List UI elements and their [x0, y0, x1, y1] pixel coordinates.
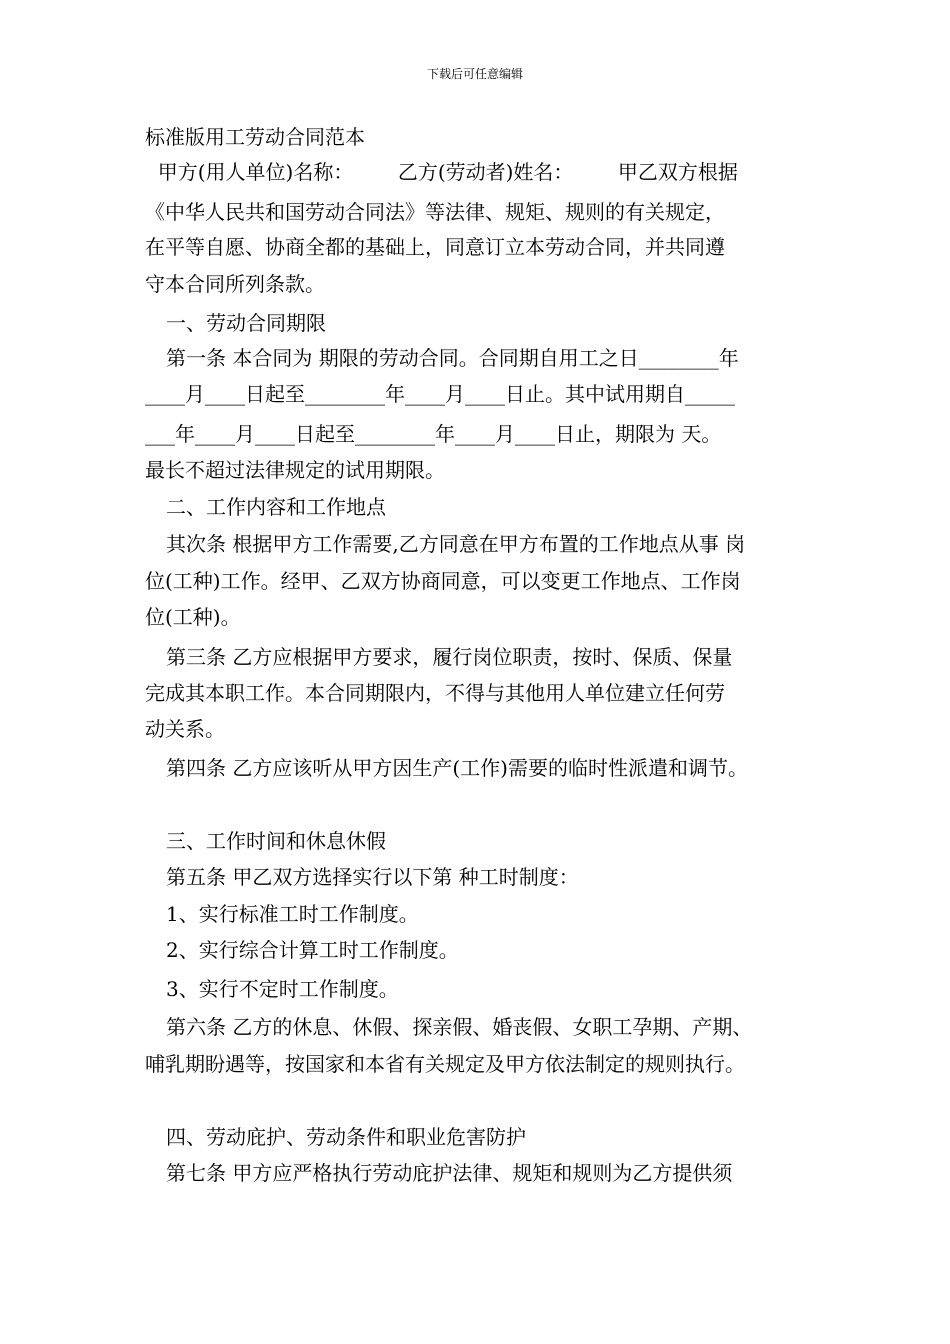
- paragraph-line: 完成其本职工作。本合同期限内，不得与其他用人单位建立任何劳: [145, 681, 725, 705]
- paragraph-line: 第六条 乙方的休息、休假、探亲假、婚丧假、女职工孕期、产期、: [166, 1015, 753, 1039]
- paragraph-line: 位(工种)工作。经甲、乙双方协商同意，可以变更工作地点、工作岗: [145, 569, 741, 593]
- page-header: 下载后可任意编辑: [426, 67, 523, 81]
- paragraph-line: 第三条 乙方应根据甲方要求，履行岗位职责，按时、保质、保量: [166, 645, 733, 669]
- paragraph-line: ___年____月____日起至________年____月____日止，期限为 天。: [145, 422, 722, 446]
- paragraph-line: 在平等自愿、协商全都的基础上，同意订立本劳动合同，并共同遵: [145, 235, 725, 259]
- paragraph-line: ____月____日起至________年____月____日止。其中试用期自_____: [145, 382, 735, 406]
- list-item: 3、实行不定时工作制度。: [166, 977, 399, 1001]
- paragraph-line: 第七条 甲方应严格执行劳动庇护法律、规矩和规则为乙方提供须: [166, 1161, 733, 1185]
- paragraph-line: 守本合同所列条款。: [145, 272, 325, 296]
- section-heading: 三、工作时间和休息休假: [166, 829, 386, 853]
- section-heading: 二、工作内容和工作地点: [166, 495, 386, 519]
- paragraph-line: 哺乳期盼遇等，按国家和本省有关规定及甲方依法制定的规则执行。: [145, 1052, 745, 1076]
- document-title: 标准版用工劳动合同范本: [145, 125, 365, 149]
- paragraph-line: 最长不超过法律规定的试用期限。: [145, 458, 445, 482]
- paragraph-line: 位(工种)。: [145, 605, 241, 629]
- paragraph-line: 动关系。: [145, 717, 225, 741]
- section-heading: 一、劳动合同期限: [166, 311, 326, 335]
- paragraph-line: 其次条 根据甲方工作需要,乙方同意在甲方布置的工作地点从事 岗: [166, 532, 746, 556]
- paragraph-line: 第一条 本合同为 期限的劳动合同。合同期自用工之日________年: [166, 346, 739, 370]
- paragraph-line: 甲方(用人单位)名称： 乙方(劳动者)姓名： 甲乙双方根据: [145, 160, 738, 184]
- paragraph-line: 第四条 乙方应该听从甲方因生产(工作)需要的临时性派遣和调节。: [166, 756, 748, 780]
- paragraph-line: 第五条 甲乙双方选择实行以下第 种工时制度：: [166, 865, 579, 889]
- list-item: 2、实行综合计算工时工作制度。: [166, 938, 459, 962]
- list-item: 1、实行标准工时工作制度。: [166, 902, 419, 926]
- section-heading: 四、劳动庇护、劳动条件和职业危害防护: [166, 1125, 526, 1149]
- paragraph-line: 《中华人民共和国劳动合同法》等法律、规矩、规则的有关规定，: [145, 200, 725, 224]
